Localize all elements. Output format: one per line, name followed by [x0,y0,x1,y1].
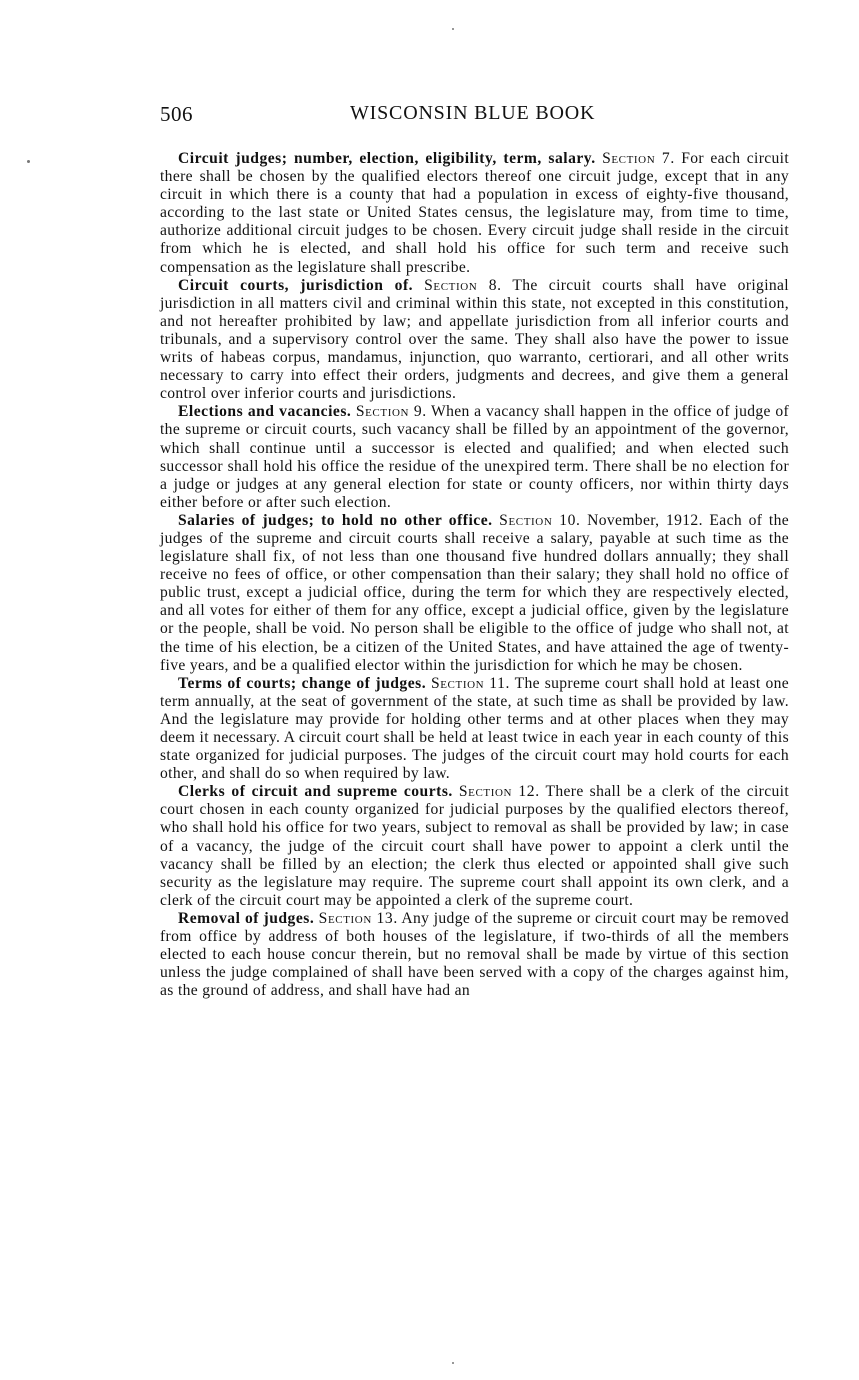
section-label: Section 12. [458,783,540,801]
section-label: Section 13. [318,909,398,927]
scan-speck [27,160,30,163]
section-paragraph [160,403,789,512]
section-label: Section 11. [430,674,510,692]
section-paragraph [160,910,789,1000]
section-heading: Salaries of judges; to hold no other office. [178,511,493,529]
section-heading: Terms of courts; change of judges. [178,674,427,692]
page-number: 506 [160,102,193,126]
section-heading: Circuit judges; number, election, eligibility, term, salary. [178,150,596,167]
body-text [160,150,789,1000]
section-paragraph [160,675,789,784]
section-text: There shall be a clerk of the circuit court chosen in each county organized for judicial purposes by the qualified electors thereof, who shall hold his office for two years, subject to removal as shall be provided by law; in case of a vacancy, the judge of the circuit court shall have power to appoint a clerk until the vacancy shall be filled by an election; the clerk thus elected or appointed shall give such security as the legislature may require. The supreme court shall appoint its own clerk, and a clerk of the circuit court may be appointed a clerk of the supreme court. [160,783,789,909]
section-label: Section 9. [355,403,427,421]
section-label: Section 8. [424,276,502,294]
section-paragraph [160,150,789,277]
section-text: November, 1912. Each of the judges of the supreme and circuit courts shall receive a salary, payable at such time as the legislature shall fix, of not less than one thousand five hundred dollars annually; they shall receive no fees of office, or other compensation than their salary; they shall hold no office of public trust, except a judicial office, during the term for which they are respectively elected, and all votes for either of them for any office, except a judicial office, given by the legislature or the people, shall be void. No person shall be eligible to the office of judge who shall not, at the time of his election, be a citizen of the United States, and have attained the age of twenty-five years, and be a qualified elector within the jurisdiction for which he may be chosen. [160,511,789,674]
section-heading: Removal of judges. [178,909,315,927]
section-text: When a vacancy shall happen in the office of judge of the supreme or circuit courts, such vacancy shall be filled by an appointment of the governor, which shall continue until a successor is elected and qualified; and when elected such successor shall hold his office the residue of the unexpired term. There shall be no election for a judge or judges at any general election for state or county officers, nor within thirty days either before or after such election. [160,403,790,511]
section-paragraph [160,512,789,675]
scan-speck [452,1362,454,1364]
running-title: WISCONSIN BLUE BOOK [350,102,596,124]
scan-speck [452,28,454,30]
section-label: Section 10. [499,511,581,529]
page-header [160,102,790,132]
section-text: For each circuit there shall be chosen by the qualified electors thereof one circuit judge, except that in any circuit in which there is a county that had a population in excess of eighty-five thousand, according to the last state or United States census, the legislature may, from time to time, authorize additional circuit judges to be chosen. Every circuit judge shall reside in the circuit from which he is elected, and shall hold his office for such term and receive such compensation as the legislature shall prescribe. [160,150,790,276]
section-paragraph [160,783,789,910]
section-text: The supreme court shall hold at least one term annually, at the seat of government of the state, at such time as shall be provided by law. And the legislature may provide for holding other terms and at other places when they may deem it necessary. A circuit court shall be held at least twice in each year in each county of this state organized for judicial purposes. The judges of the circuit court may hold courts for each other, and shall do so when required by law. [160,674,790,783]
section-label: Section 7. [602,150,675,167]
section-text: Any judge of the supreme or circuit court may be removed from office by address of both houses of the legislature, if two-thirds of all the members elected to each house concur therein, but no removal shall be made by virtue of this section unless the judge complained of shall have been served with a copy of the charges against him, as the ground of address, and shall have had an [160,909,790,1000]
section-heading: Elections and vacancies. [178,403,352,421]
section-paragraph [160,277,789,404]
section-heading: Circuit courts, jurisdiction of. [178,276,414,294]
section-heading: Clerks of circuit and supreme courts. [178,783,453,801]
section-text: The circuit courts shall have original jurisdiction in all matters civil and criminal within this state, not excepted in this constitution, and not hereafter prohibited by law; and appellate jurisdiction from all inferior courts and tribunals, and a supervisory control over the same. They shall also have the power to issue writs of habeas corpus, mandamus, injunction, quo warranto, certiorari, and all other writs necessary to carry into effect their orders, judgments and decrees, and give them a general control over inferior courts and jurisdictions. [160,276,789,403]
